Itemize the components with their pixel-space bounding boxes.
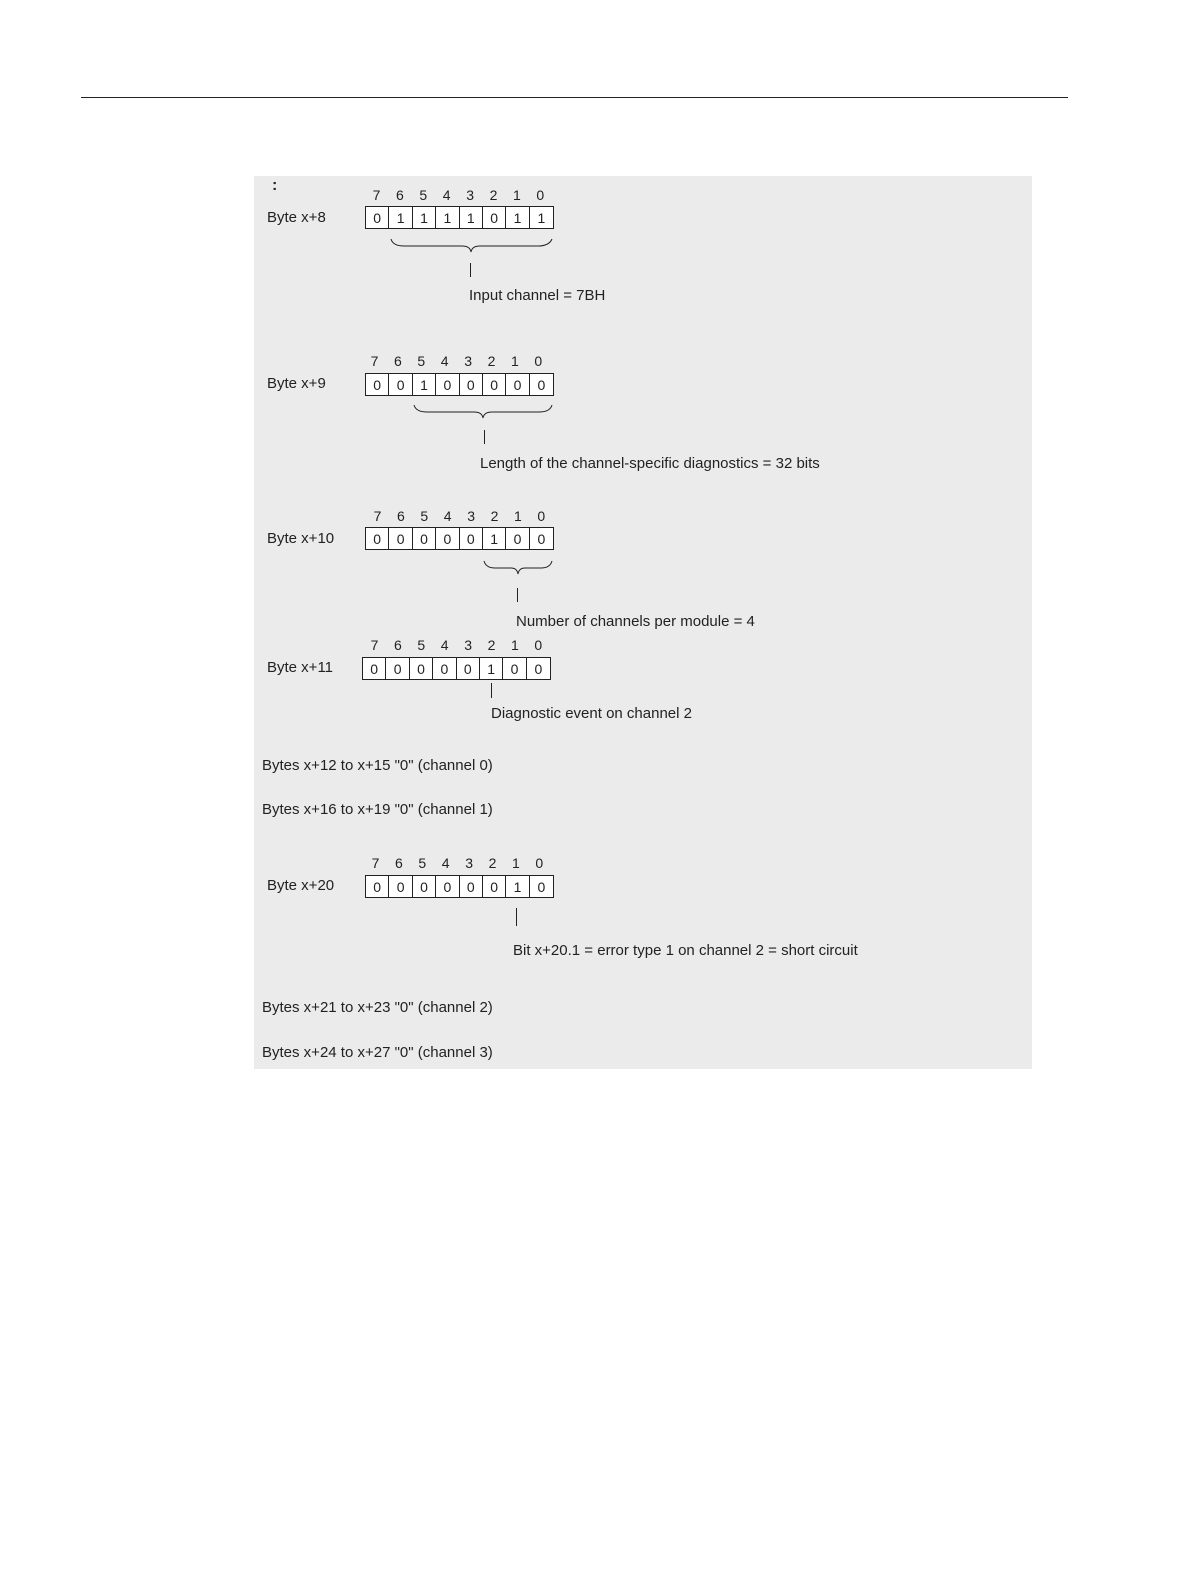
bit-number: 1: [512, 187, 521, 203]
annotation-x9: Length of the channel-specific diagnostics = 32 bits: [480, 455, 820, 472]
bit-cell: 0: [413, 876, 436, 897]
bit-cell: 0: [389, 374, 412, 395]
bit-cell: 0: [537, 878, 546, 895]
bit-cell: 1: [506, 207, 529, 228]
bit-cell: 1: [506, 876, 529, 897]
bit-cell: 0: [389, 528, 412, 549]
bit-cell: 0: [386, 658, 409, 679]
bit-number: 0: [534, 353, 543, 369]
bit-cell: 1: [480, 658, 503, 679]
bit-number: 5: [417, 353, 426, 369]
bit-row-x10: [365, 527, 554, 550]
annotation-x11: Diagnostic event on channel 2: [491, 705, 692, 722]
bit-number-row-x9: [363, 353, 551, 369]
bit-cell: 0: [503, 658, 526, 679]
bit-number: 2: [489, 187, 498, 203]
bit-cell: 0: [433, 658, 456, 679]
bit-cell: 0: [483, 876, 506, 897]
annotation-x8: Input channel = 7BH: [469, 287, 606, 304]
note-channel-1: Bytes x+16 to x+19 "0" (channel 1): [262, 801, 493, 818]
bit-number: 3: [464, 637, 472, 653]
pointer-line-x9: [484, 430, 485, 444]
bit-number: 1: [513, 508, 522, 524]
bit-number: 7: [372, 187, 381, 203]
bit-cell: 0: [483, 374, 506, 395]
brace-x9: [413, 404, 554, 420]
bit-cell: 0: [534, 660, 543, 677]
annotation-x20: Bit x+20.1 = error type 1 on channel 2 = short circuit: [513, 942, 858, 959]
pointer-line-x11: [491, 683, 492, 698]
bit-number-row-x10: [366, 508, 554, 524]
note-channel-0: Bytes x+12 to x+15 "0" (channel 0): [262, 757, 493, 774]
bit-number: 1: [511, 855, 520, 871]
colon-marker: :: [272, 177, 278, 194]
byte-label-x8: Byte x+8: [267, 209, 326, 226]
pointer-line-x8: [470, 263, 471, 277]
bit-number: 7: [370, 353, 379, 369]
bit-cell: 0: [460, 528, 483, 549]
bit-cell: 0: [366, 528, 389, 549]
byte-label-x20: Byte x+20: [267, 877, 335, 894]
bit-cell: 0: [457, 658, 480, 679]
bit-number: 6: [396, 508, 405, 524]
bit-number: 6: [393, 637, 402, 653]
bit-cell: 1: [389, 207, 412, 228]
bit-number: 5: [418, 855, 427, 871]
bit-number: 3: [465, 855, 473, 871]
bit-cell: 0: [460, 876, 483, 897]
bit-cell: 0: [366, 876, 389, 897]
bit-cell: 1: [436, 207, 459, 228]
bit-cell: 1: [537, 209, 546, 226]
bit-cell: 0: [506, 374, 529, 395]
note-channel-2: Bytes x+21 to x+23 "0" (channel 2): [262, 999, 493, 1016]
bit-cell: 0: [483, 207, 506, 228]
bit-number: 7: [370, 637, 379, 653]
bit-number-row-x11: [363, 637, 551, 653]
bit-cell: 0: [363, 658, 386, 679]
bit-number-row-x8: [365, 187, 553, 203]
byte-label-x10: Byte x+10: [267, 530, 335, 547]
bit-cell: 1: [413, 207, 436, 228]
bit-cell: 0: [436, 876, 459, 897]
bit-number: 6: [395, 187, 404, 203]
bit-number: 5: [419, 187, 428, 203]
pointer-line-x20: [516, 908, 517, 926]
bit-cell: 0: [410, 658, 433, 679]
bit-number-row-x20: [364, 855, 552, 871]
bit-cell: 1: [460, 207, 483, 228]
bit-cell: 0: [436, 374, 459, 395]
bit-number: 6: [393, 353, 402, 369]
bit-cell: 0: [436, 528, 459, 549]
bit-number: 5: [417, 637, 426, 653]
brace-x10: [483, 560, 554, 576]
bit-number: 0: [535, 855, 544, 871]
bit-cell: 0: [413, 528, 436, 549]
bit-number: 1: [510, 637, 519, 653]
bit-cell: 1: [483, 528, 506, 549]
bit-number: 7: [373, 508, 382, 524]
bit-number: 2: [487, 637, 496, 653]
bit-row-x20: [365, 875, 554, 898]
header-rule: [81, 97, 1068, 98]
bit-number: 2: [488, 855, 497, 871]
bit-number: 3: [466, 187, 474, 203]
byte-label-x11: Byte x+11: [267, 659, 334, 676]
brace-x8: [390, 238, 554, 254]
bit-number: 3: [464, 353, 472, 369]
bit-number: 1: [510, 353, 519, 369]
bit-cell: 0: [460, 374, 483, 395]
byte-label-x9: Byte x+9: [267, 375, 326, 392]
bit-number: 4: [440, 353, 449, 369]
bit-row-x9: [365, 373, 554, 396]
bit-number: 2: [490, 508, 499, 524]
bit-number: 4: [443, 508, 452, 524]
bit-cell: 0: [537, 376, 546, 393]
bit-row-x11: [362, 657, 551, 680]
bit-cell: 0: [537, 530, 546, 547]
bit-number: 0: [536, 187, 545, 203]
bit-number: 4: [441, 855, 450, 871]
bit-cell: 1: [413, 374, 436, 395]
bit-number: 4: [442, 187, 451, 203]
bit-number: 4: [440, 637, 449, 653]
bit-row-x8: [365, 206, 554, 229]
bit-number: 6: [394, 855, 403, 871]
note-channel-3: Bytes x+24 to x+27 "0" (channel 3): [262, 1044, 493, 1061]
bit-number: 7: [371, 855, 380, 871]
bit-number: 0: [534, 637, 543, 653]
bit-number: 0: [537, 508, 546, 524]
pointer-line-x10: [517, 588, 518, 602]
bit-cell: 0: [389, 876, 412, 897]
bit-number: 5: [420, 508, 429, 524]
bit-cell: 0: [506, 528, 529, 549]
bit-number: 3: [467, 508, 475, 524]
bit-cell: 0: [366, 207, 389, 228]
bit-number: 2: [487, 353, 496, 369]
bit-cell: 0: [366, 374, 389, 395]
annotation-x10: Number of channels per module = 4: [516, 613, 755, 630]
